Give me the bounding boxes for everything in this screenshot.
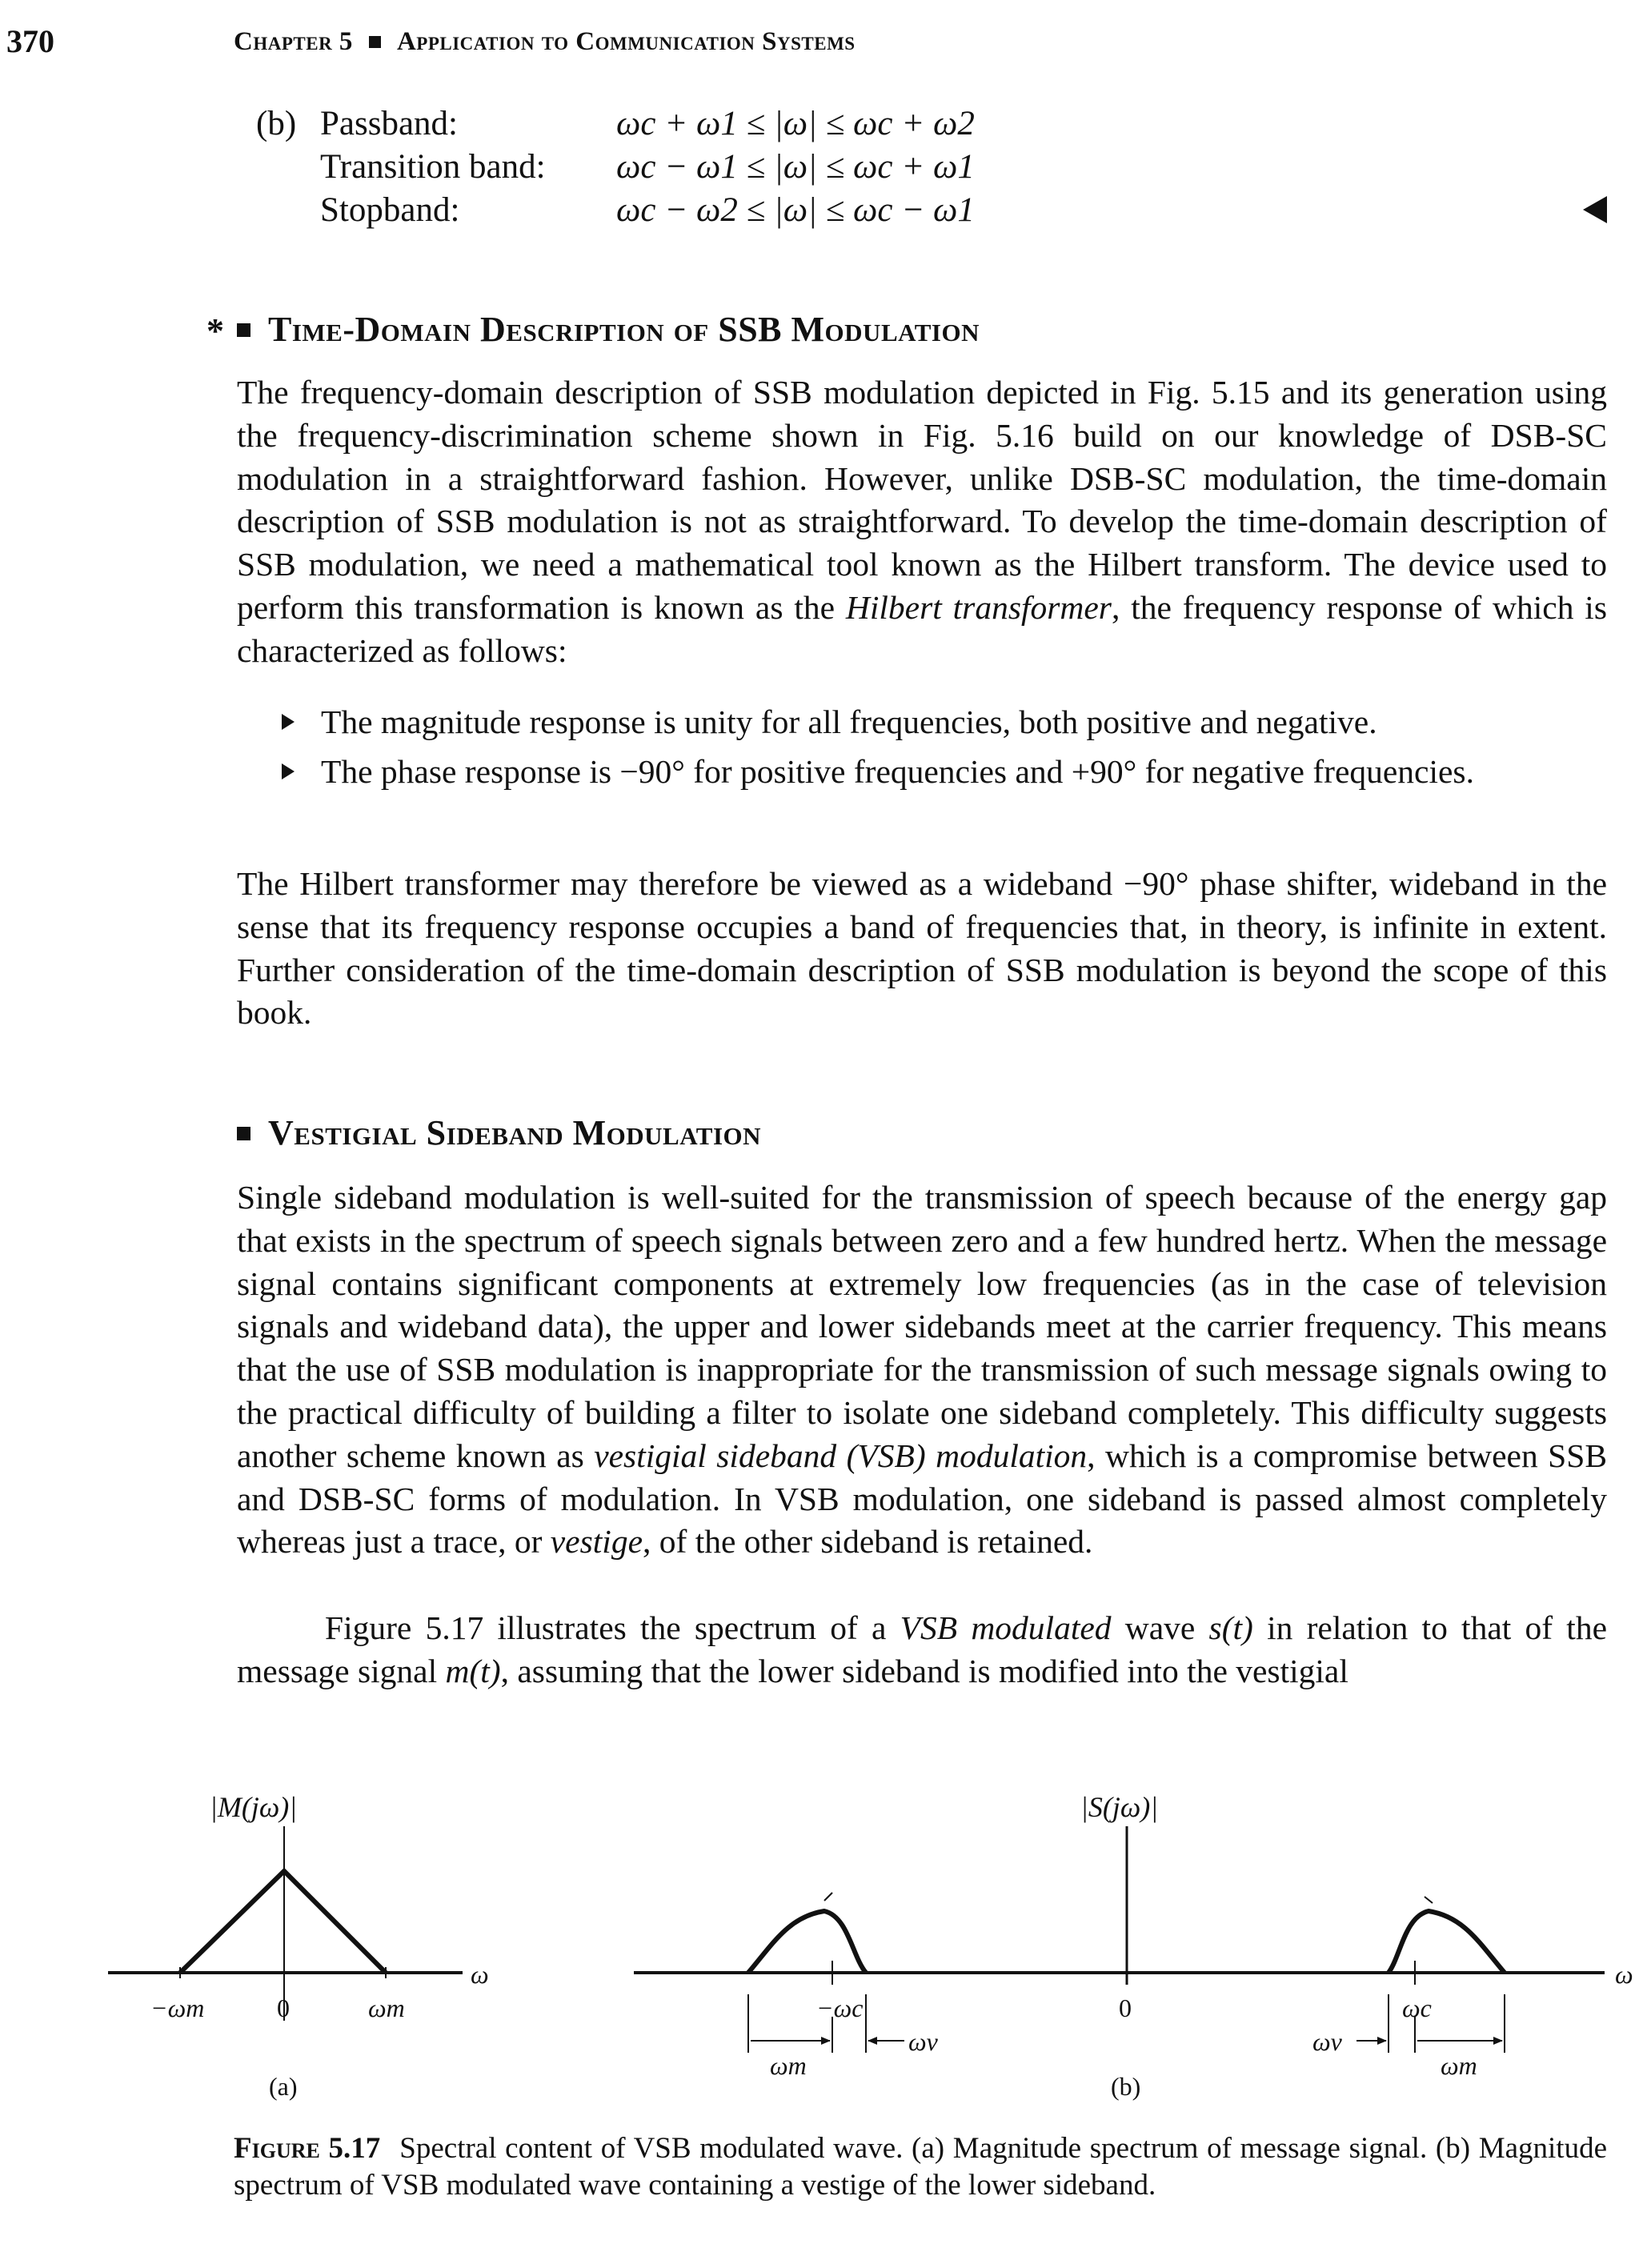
spec-row-transition xyxy=(256,147,1617,190)
panel-a-tick-zero: 0 xyxy=(277,1994,290,2022)
section-title: Time-Domain Description of SSB Modulation xyxy=(268,310,980,349)
triangular-message-spectrum xyxy=(180,1871,386,1973)
text-run: in relation to that of the message signal xyxy=(237,1609,1607,1689)
page-header xyxy=(0,22,1639,62)
list-item-text: The phase response is −90° for positive frequencies and +90° for negative frequencies. xyxy=(321,752,1474,790)
text-run: The frequency-domain description of SSB modulation depicted in Fig. 5.15 and its generation using the frequency-discrimination scheme shown in Fig. 5.16 build on our knowledge of DSB-SC modulation in a straightforward fashion. However, unlike DSB-SC modulation, the time-domain description of SSB modulation is not as straightforward. To develop the time-domain description of SSB modulation, we need a mathematical tool known as the Hilbert transform. The device used to perform this transformation is known as the xyxy=(237,374,1607,626)
paragraph-vsb-intro xyxy=(237,1176,1607,1564)
vestige-mark xyxy=(1425,1897,1433,1903)
list-item xyxy=(237,751,1607,794)
running-head xyxy=(234,27,856,57)
spec-row-stopband xyxy=(256,190,1617,234)
vestige-mark xyxy=(824,1893,832,1901)
panel-b-tick-zero: 0 xyxy=(1119,1994,1132,2022)
square-bullet-icon xyxy=(237,1127,250,1140)
list-item xyxy=(237,701,1607,744)
panel-a-tick-neg: −ωm xyxy=(150,1994,205,2022)
optional-section-star: * xyxy=(206,311,224,351)
panel-b-ylabel: |S(jω)| xyxy=(1080,1791,1159,1823)
spec-lo: ωc − ω1 xyxy=(616,148,738,186)
panel-b-wm-right: ωm xyxy=(1441,2051,1477,2080)
spec-lo: ωc + ω1 xyxy=(616,105,738,142)
section-heading-ssb-time-domain xyxy=(237,309,980,350)
list-item-text: The magnitude response is unity for all frequencies, both positive and negative. xyxy=(321,703,1377,740)
section-title: Vestigial Sideband Modulation xyxy=(268,1113,762,1152)
panel-a-ylabel: |M(jω)| xyxy=(210,1791,298,1823)
panel-a-message-spectrum xyxy=(108,1791,489,2101)
running-head-title: Application to Communication Systems xyxy=(396,27,856,56)
text-run: Single sideband modulation is well-suited for the transmission of speech because of the energy gap that exists in the spectrum of speech signals between zero and a few hundred hertz. When the message signal contains significant components at extremely low frequencies (as in the case of television signals and wideband data), the upper and lower sidebands meet at the carrier frequency. This means that the use of SSB modulation is inappropriate for the transmission of such message signals owing to the practical difficulty of building a filter to isolate one sideband completely. This difficulty suggests another scheme known as xyxy=(237,1179,1607,1474)
figure-5-17 xyxy=(0,1777,1639,2121)
bullet-triangle-icon xyxy=(282,763,295,779)
text-run: , assuming that the lower sideband is modified into the vestigial xyxy=(500,1652,1348,1689)
bullet-list xyxy=(237,701,1607,794)
spec-hi: ωc + ω1 xyxy=(853,148,975,186)
spec-tag: (b) xyxy=(256,105,297,142)
panel-b-wm-left: ωm xyxy=(770,2051,807,2080)
panel-a-tick-pos: ωm xyxy=(368,1994,405,2022)
panel-b-wv-right: ωv xyxy=(1312,2027,1342,2056)
band-specification xyxy=(256,104,1617,234)
spec-row-passband xyxy=(256,104,1617,147)
spec-label: Passband: xyxy=(320,105,458,142)
spec-hi: ωc − ω1 xyxy=(853,191,975,229)
paragraph-hilbert: The Hilbert transformer may therefore be viewed as a wideband −90° phase shifter, wideband in the sense that its frequency response occupies a band of frequencies that, in theory, is infinite in extent. Further consideration of the time-domain description of SSB modulation is beyond the scope of this book. xyxy=(237,865,1607,1032)
emphasis: vestigial sideband (VSB) modulation xyxy=(594,1437,1088,1474)
paragraph-figure-ref xyxy=(237,1607,1607,1693)
panel-b-sublabel: (b) xyxy=(1111,2072,1141,2101)
emphasis: s(t) xyxy=(1208,1609,1253,1646)
page-number: 370 xyxy=(6,23,54,59)
text-run: Figure 5.17 illustrates the spectrum of a xyxy=(325,1609,900,1646)
caption-text: Spectral content of VSB modulated wave. (a) Magnitude spectrum of message signal. (b) Magnitude spectrum of VSB modulated wave containing a vestige of the lower sideband. xyxy=(234,2132,1607,2202)
section-heading-vsb xyxy=(237,1112,761,1153)
square-bullet-icon xyxy=(237,323,250,337)
panel-b-vsb-spectrum xyxy=(634,1791,1633,2101)
end-of-example-triangle-icon xyxy=(1583,196,1607,223)
positive-frequency-sideband xyxy=(1389,1911,1505,1973)
text-run: , the frequency response of which is characterized as follows: xyxy=(237,588,1607,669)
panel-b-xlabel: ω xyxy=(1615,1960,1633,1989)
spec-lo: ωc − ω2 xyxy=(616,191,738,229)
figure-caption xyxy=(234,2130,1607,2204)
negative-frequency-sideband xyxy=(748,1911,866,1973)
spec-hi: ωc + ω2 xyxy=(853,105,975,142)
text-run: , which is a compromise between SSB and DSB-SC forms of modulation. In VSB modulation, one sideband is passed almost completely whereas just a trace, or xyxy=(237,1437,1607,1561)
panel-a-sublabel: (a) xyxy=(269,2072,298,2101)
panel-b-tick-neg: −ωc xyxy=(816,1994,864,2022)
text-run: wave xyxy=(1111,1609,1209,1646)
spec-expression: ωc + ω1 ≤ |ω| ≤ ωc + ω2 xyxy=(616,105,975,142)
emphasis: VSB modulated xyxy=(900,1609,1112,1646)
spec-expression: ωc − ω2 ≤ |ω| ≤ ωc − ω1 xyxy=(616,191,975,229)
running-head-chapter: Chapter 5 xyxy=(234,27,353,56)
panel-b-tick-pos: ωc xyxy=(1402,1994,1432,2022)
spec-expression: ωc − ω1 ≤ |ω| ≤ ωc + ω1 xyxy=(616,148,975,186)
emphasis: m(t) xyxy=(445,1652,501,1689)
emphasis: Hilbert transformer xyxy=(845,588,1112,626)
emphasis: vestige xyxy=(550,1523,643,1561)
panel-a-xlabel: ω xyxy=(471,1960,489,1989)
panel-b-wv-left: ωv xyxy=(908,2027,938,2056)
text-run: , of the other sideband is retained. xyxy=(643,1523,1093,1561)
square-bullet-icon xyxy=(369,36,381,48)
bullet-triangle-icon xyxy=(282,714,295,730)
spec-label: Stopband: xyxy=(320,191,460,229)
figure-label: Figure 5.17 xyxy=(234,2132,381,2165)
paragraph-ssb-intro xyxy=(237,371,1607,673)
spec-label: Transition band: xyxy=(320,148,546,186)
